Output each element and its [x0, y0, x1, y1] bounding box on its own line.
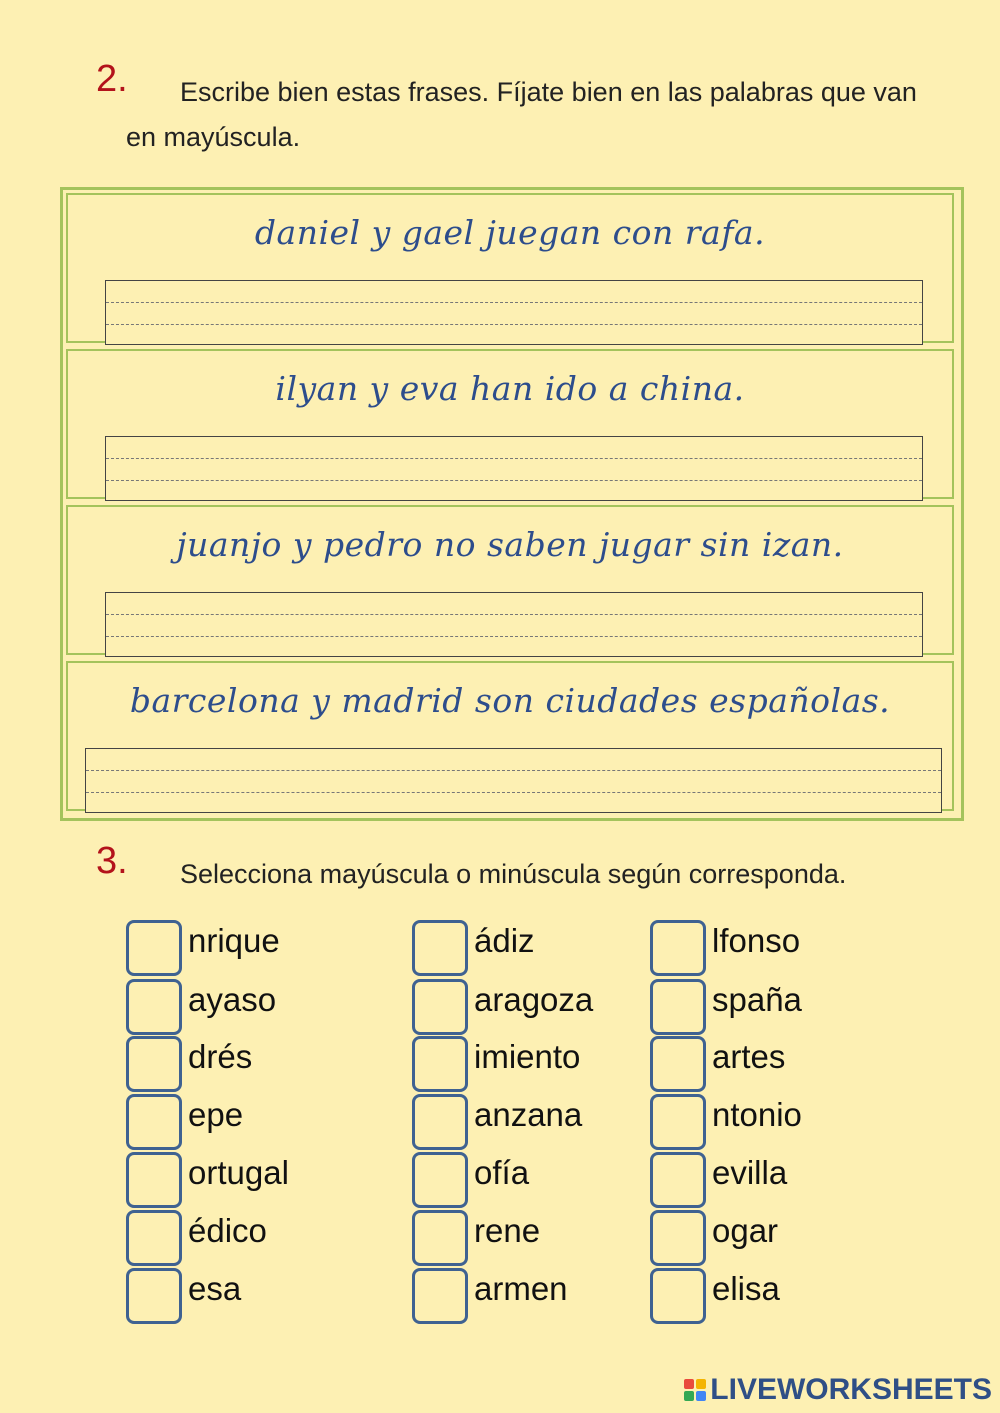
letter-checkbox[interactable]: [650, 1268, 706, 1324]
letter-checkbox[interactable]: [650, 979, 706, 1035]
answer-field-1[interactable]: [105, 280, 923, 345]
sentence-4: barcelona y madrid son ciudades españolas.: [129, 681, 891, 720]
exercise-2-number: 2.: [96, 58, 128, 100]
option-word: spaña: [712, 981, 802, 1018]
option-word: ádiz: [474, 922, 535, 959]
option-word: édico: [188, 1212, 267, 1249]
letter-checkbox[interactable]: [126, 920, 182, 976]
option-word: ofía: [474, 1154, 530, 1191]
option-word: evilla: [712, 1154, 788, 1191]
sentence-box-3: [66, 505, 954, 655]
sentence-3: juanjo y pedro no saben jugar sin izan.: [176, 525, 844, 564]
letter-checkbox[interactable]: [412, 1036, 468, 1092]
letter-checkbox[interactable]: [412, 979, 468, 1035]
option-word: armen: [474, 1270, 568, 1307]
option-word: drés: [188, 1038, 253, 1075]
sentence-box-2: [66, 349, 954, 499]
answer-field-3[interactable]: [105, 592, 923, 657]
option-word: epe: [188, 1096, 244, 1133]
letter-checkbox[interactable]: [650, 1152, 706, 1208]
sentence-1: daniel y gael juegan con rafa.: [254, 213, 766, 252]
option-word: imiento: [474, 1038, 581, 1075]
letter-checkbox[interactable]: [650, 1210, 706, 1266]
letter-checkbox[interactable]: [126, 1152, 182, 1208]
liveworksheets-brand[interactable]: [684, 1373, 992, 1407]
answer-field-4[interactable]: [85, 748, 942, 813]
exercise-3-instruction: Selecciona mayúscula o minúscula según corresponda.: [180, 859, 847, 889]
letter-checkbox[interactable]: [126, 1210, 182, 1266]
sentence-box-4: [66, 661, 954, 811]
letter-checkbox[interactable]: [126, 1268, 182, 1324]
option-word: ayaso: [188, 981, 277, 1018]
letter-checkbox[interactable]: [412, 1210, 468, 1266]
option-word: elisa: [712, 1270, 780, 1307]
letter-checkbox[interactable]: [412, 1094, 468, 1150]
letter-checkbox[interactable]: [126, 1094, 182, 1150]
option-word: anzana: [474, 1096, 583, 1133]
letter-checkbox[interactable]: [412, 920, 468, 976]
option-word: ntonio: [712, 1096, 802, 1133]
sentence-box-1: [66, 193, 954, 343]
sentence-frame: [60, 187, 964, 821]
exercise-3-number: 3.: [96, 840, 128, 882]
letter-checkbox[interactable]: [650, 920, 706, 976]
brand-label: LIVEWORKSHEETS: [710, 1373, 992, 1406]
letter-checkbox[interactable]: [650, 1036, 706, 1092]
letter-checkbox[interactable]: [650, 1094, 706, 1150]
letter-checkbox[interactable]: [126, 1036, 182, 1092]
letter-checkbox[interactable]: [126, 979, 182, 1035]
option-word: esa: [188, 1270, 242, 1307]
option-word: nrique: [188, 922, 280, 959]
liveworksheets-logo-icon: [684, 1379, 706, 1401]
option-word: lfonso: [712, 922, 801, 959]
sentence-2: ilyan y eva han ido a china.: [275, 369, 745, 408]
exercise-2-instruction: Escribe bien estas frases. Fíjate bien en las palabras que van en mayúscula.: [126, 77, 917, 152]
option-word: artes: [712, 1038, 786, 1075]
option-word: ogar: [712, 1212, 779, 1249]
option-word: ortugal: [188, 1154, 289, 1191]
option-word: aragoza: [474, 981, 594, 1018]
letter-checkbox[interactable]: [412, 1268, 468, 1324]
option-word: rene: [474, 1212, 541, 1249]
letter-checkbox[interactable]: [412, 1152, 468, 1208]
answer-field-2[interactable]: [105, 436, 923, 501]
